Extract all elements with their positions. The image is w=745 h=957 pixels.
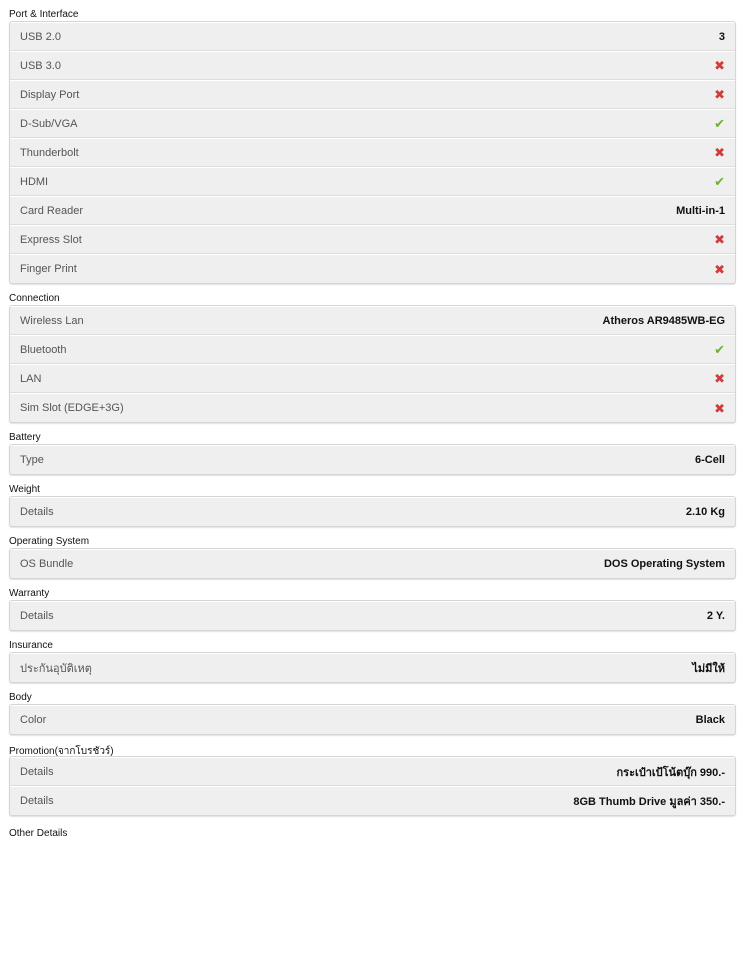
- spec-row: [10, 22, 735, 51]
- section-title-other-details: Other Details: [9, 828, 68, 836]
- spec-label: Sim Slot (EDGE+3G): [20, 402, 124, 414]
- spec-row: [10, 653, 735, 682]
- spec-label: Color: [20, 714, 47, 726]
- spec-row: [10, 445, 735, 474]
- spec-group: [9, 21, 736, 284]
- section-title: Battery: [9, 432, 41, 443]
- spec-label: Details: [20, 610, 54, 622]
- spec-value: Black: [695, 714, 725, 726]
- spec-group: [9, 600, 736, 631]
- spec-value: ไม่มีให้: [692, 663, 725, 675]
- section-title: Operating System: [9, 536, 90, 547]
- spec-row: [10, 80, 735, 109]
- spec-group: [9, 652, 736, 683]
- section-title: Connection: [9, 293, 60, 304]
- spec-value: Atheros AR9485WB-EG: [602, 314, 725, 327]
- spec-label: Card Reader: [20, 204, 83, 217]
- spec-label: OS Bundle: [20, 558, 74, 570]
- section-title: Insurance: [9, 640, 53, 651]
- spec-value: 2 Y.: [706, 610, 725, 622]
- spec-row: [10, 306, 735, 335]
- spec-row: [10, 225, 735, 254]
- spec-group: [9, 756, 736, 816]
- spec-group: [9, 496, 736, 527]
- cross-icon: ✖: [714, 261, 725, 277]
- section-title: Weight: [9, 484, 40, 495]
- cross-icon: ✖: [714, 87, 725, 102]
- spec-row: [10, 138, 735, 167]
- spec-group: [9, 704, 736, 735]
- spec-value: Multi-in-1: [676, 204, 725, 217]
- spec-row: [10, 196, 735, 225]
- spec-group: [9, 444, 736, 475]
- check-icon: ✔: [714, 116, 725, 131]
- spec-row: [10, 254, 735, 283]
- section-title: Body: [9, 692, 32, 703]
- spec-label: HDMI: [20, 175, 49, 188]
- spec-label: ประกันอุบัติเหตุ: [20, 663, 92, 675]
- spec-label: LAN: [20, 372, 42, 385]
- check-icon: ✔: [714, 174, 725, 189]
- spec-value: 3: [718, 30, 725, 43]
- spec-value: DOS Operating System: [603, 558, 725, 570]
- spec-label: Thunderbolt: [20, 146, 79, 159]
- spec-label: Display Port: [20, 88, 80, 101]
- section-title: Warranty: [9, 588, 50, 599]
- cross-icon: ✖: [714, 371, 725, 386]
- spec-group: [9, 548, 736, 579]
- spec-label: Details: [20, 795, 54, 807]
- spec-row: [10, 549, 735, 578]
- spec-value: กระเป๋าเป้โน้ตบุ๊ก 990.-: [616, 766, 725, 779]
- spec-label: Details: [20, 765, 54, 778]
- spec-row: [10, 786, 735, 815]
- spec-label: Finger Print: [20, 263, 77, 275]
- check-icon: ✔: [714, 342, 725, 357]
- spec-label: USB 3.0: [20, 59, 61, 72]
- cross-icon: ✖: [714, 58, 725, 73]
- spec-value: 6-Cell: [695, 454, 725, 466]
- spec-row: [10, 497, 735, 526]
- cross-icon: ✖: [714, 400, 725, 416]
- spec-row: [10, 705, 735, 734]
- spec-row: [10, 393, 735, 422]
- spec-value: 8GB Thumb Drive มูลค่า 350.-: [573, 796, 725, 808]
- spec-row: [10, 364, 735, 393]
- spec-label: D-Sub/VGA: [20, 117, 78, 130]
- spec-label: Details: [20, 506, 54, 518]
- spec-row: [10, 601, 735, 630]
- spec-row: [10, 109, 735, 138]
- spec-value: 2.10 Kg: [685, 506, 725, 518]
- cross-icon: ✖: [714, 232, 725, 247]
- spec-label: Wireless Lan: [20, 314, 84, 327]
- spec-row: [10, 51, 735, 80]
- spec-group: [9, 305, 736, 423]
- spec-row: [10, 757, 735, 786]
- section-title: Port & Interface: [9, 9, 79, 20]
- spec-label: Express Slot: [20, 233, 82, 246]
- spec-row: [10, 335, 735, 364]
- spec-row: [10, 167, 735, 196]
- spec-label: Bluetooth: [20, 343, 67, 356]
- cross-icon: ✖: [714, 145, 725, 160]
- spec-label: USB 2.0: [20, 30, 61, 43]
- section-title: Promotion(จากโบรชัวร์): [9, 746, 114, 757]
- spec-label: Type: [20, 454, 44, 466]
